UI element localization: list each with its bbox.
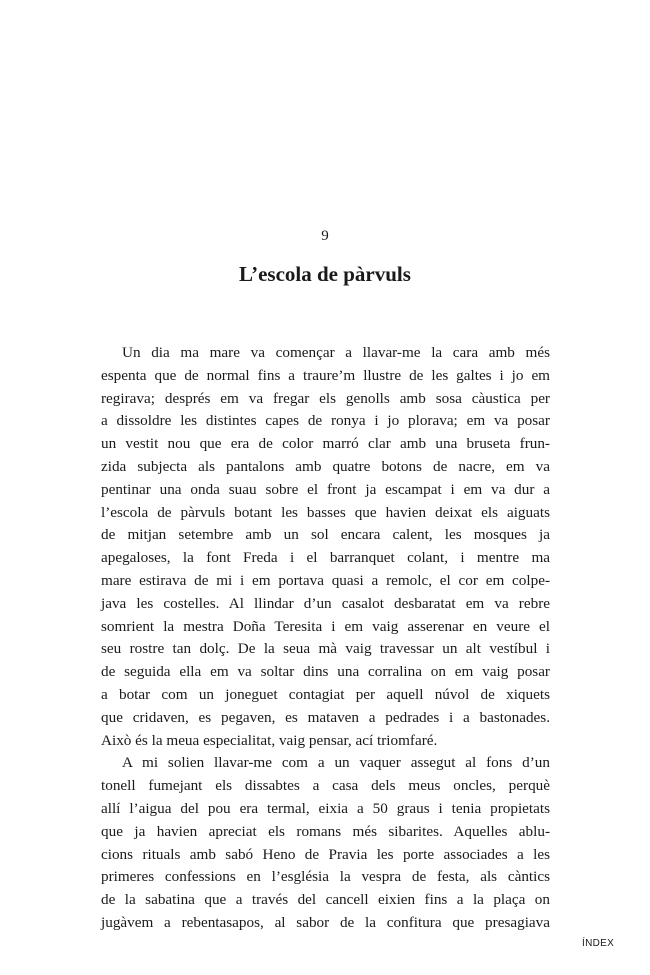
text-line: java les costelles. Al llindar d’un casalot desbaratat em va rebre — [101, 594, 550, 612]
text-line: Un dia ma mare va començar a llavar-me la cara amb més — [122, 344, 550, 361]
chapter-body — [101, 342, 550, 935]
text-line: somrient la mestra Doña Teresita i em vaig asserenar en veure el — [101, 617, 550, 635]
index-link[interactable]: ÍNDEX — [582, 938, 615, 949]
text-line: espenta que de normal fins a traure’m llustre de les galtes i jo em — [101, 366, 550, 384]
chapter-title: L’escola de pàrvuls — [239, 262, 411, 286]
text-line: cions rituals amb sabó Heno de Pravia les porte associades a les — [101, 845, 550, 863]
text-line: Això és la meua especialitat, vaig pensar, ací triomfaré. — [101, 731, 438, 749]
text-line: que cridaven, es pegaven, es mataven a pedrades i a bastonades. — [101, 708, 550, 726]
text-line: regirava; després em va fregar els genolls amb sosa càustica per — [101, 389, 550, 407]
text-line: allí l’aigua del pou era termal, eixia a 50 graus i tenia propietats — [101, 799, 550, 817]
text-line: primeres confessions en l’església la vespra de festa, als càntics — [101, 868, 550, 886]
text-line: pentinar una onda suau sobre el front ja escampat i em va dur a — [101, 480, 550, 498]
text-line: seu rostre tan dolç. De la seua mà vaig travessar un alt vestíbul i — [101, 640, 550, 658]
text-line: A mi solien llavar-me com a un vaquer assegut al fons d’un — [122, 754, 550, 772]
text-line: que ja havien apreciat els romans més sibarites. Aquelles ablu- — [101, 822, 550, 840]
text-line: jugàvem a rebentasapos, al sabor de la confitura que presagiava — [101, 913, 550, 931]
text-line: a botar com un joneguet contagiat per aquell núvol de xiquets — [101, 685, 550, 703]
text-line: de la sabatina que a través del cancell eixien fins a la plaça on — [101, 891, 550, 909]
text-line: tonell fumejant els dissabtes a casa dels meus oncles, perquè — [101, 777, 550, 795]
text-line: de mitjan setembre amb un sol encara calent, les mosques ja — [101, 526, 550, 544]
text-line: zida subjecta als pantalons amb quatre botons de nacre, em va — [101, 457, 550, 475]
text-line: mare estirava de mi i em portava quasi a remolc, el cor em colpe- — [101, 571, 550, 589]
text-line: a dissoldre les distintes capes de ronya i jo plorava; em va posar — [101, 412, 550, 430]
text-line: apegaloses, la font Freda i el barranquet colant, i mentre ma — [101, 549, 550, 567]
text-line: de seguida ella em va soltar dins una corralina on em vaig posar — [101, 663, 550, 681]
chapter-number: 9 — [321, 228, 329, 244]
text-line: un vestit nou que era de color marró clar amb una bruseta frun- — [101, 435, 550, 453]
text-line: l’escola de pàrvuls botant les basses que havien deixat els aiguats — [101, 503, 550, 521]
